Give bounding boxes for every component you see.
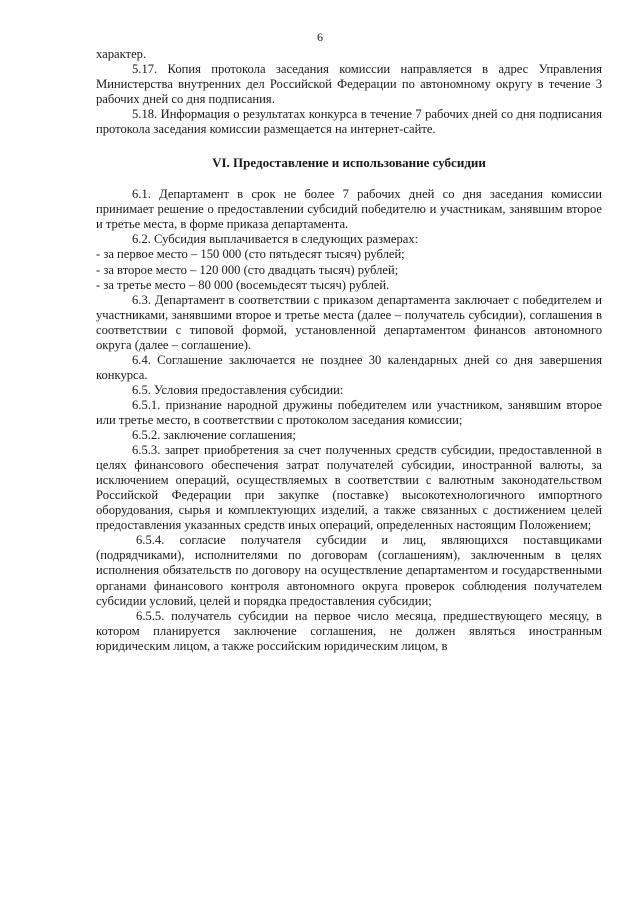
paragraph-6-5-4: 6.5.4. согласие получателя субсидии и лиц, являющихся поставщиками (подрядчиками), исполнителями по договорам (соглашениям), заключенным в целях исполнения обязательств по договору на осуществление департаментом и государственными органами финансового контроля автономного округа проверок соблюдения получателем субсидии условий, целей и порядка предоставления субсидии; <box>96 533 602 608</box>
section-heading: VI. Предоставление и использование субсидии <box>212 155 486 171</box>
paragraph-6-4: 6.4. Соглашение заключается не позднее 30 календарных дней со дня завершения конкурса. <box>96 352 602 382</box>
paragraph-6-5-1: 6.5.1. признание народной дружины победителем или участником, занявшим второе или третье место, в соответствии с протоколом заседания комиссии; <box>96 397 602 427</box>
document-body <box>96 47 602 654</box>
paragraph-5-18: 5.18. Информация о результатах конкурса в течение 7 рабочих дней со дня подписания протокола заседания комиссии размещается на интернет-сайте. <box>96 107 602 137</box>
paragraph-6-5: 6.5. Условия предоставления субсидии: <box>132 382 344 397</box>
paragraph-6-5-2: 6.5.2. заключение соглашения; <box>132 428 296 443</box>
paragraph-5-17: 5.17. Копия протокола заседания комиссии направляется в адрес Управления Министерства внутренних дел Российской Федерации по автономному округу в течение 3 рабочих дней со дня подписания. <box>96 62 602 107</box>
list-item-first-place: - за первое место – 150 000 (сто пятьдесят тысяч) рублей; <box>96 247 405 262</box>
paragraph-6-3: 6.3. Департамент в соответствии с приказом департамента заключает с победителем и участниками, занявшими второе и третье места (далее – получатель субсидии), соглашения в соответствии с типовой формой, установленной департаментом финансов автономного округа (далее – соглашение). <box>96 292 602 352</box>
paragraph-6-5-3: 6.5.3. запрет приобретения за счет полученных средств субсидии, предоставленной в целях финансового обеспечения затрат получателей субсидии, иностранной валюты, за исключением операций, осуществляемых в соответствии с валютным законодательством Российской Федерации при закупке (поставке) высокотехнологичного импортного оборудования, сырья и комплектующих изделий, а также связанных с достижением целей предоставления указанных средств иных операций, определенных настоящим Положением; <box>96 443 602 533</box>
paragraph-continuation: характер. <box>96 47 147 61</box>
paragraph-6-2: 6.2. Субсидия выплачивается в следующих размерах: <box>132 232 419 247</box>
paragraph-6-5-5: 6.5.5. получатель субсидии на первое число месяца, предшествующего месяцу, в котором планируется заключение соглашения, не должен являться иностранным юридическим лицом, а также российским юридическим лицом, в <box>96 608 602 653</box>
list-item-third-place: - за третье место – 80 000 (восемьдесят тысяч) рублей. <box>96 277 390 292</box>
page-number: 6 <box>317 30 323 44</box>
list-item-second-place: - за второе место – 120 000 (сто двадцать тысяч) рублей; <box>96 262 399 277</box>
paragraph-6-1: 6.1. Департамент в срок не более 7 рабочих дней со дня заседания комиссии принимает решение о предоставлении субсидий победителю и участникам, занявшим второе и третье места, в форме приказа департамента. <box>96 187 602 232</box>
